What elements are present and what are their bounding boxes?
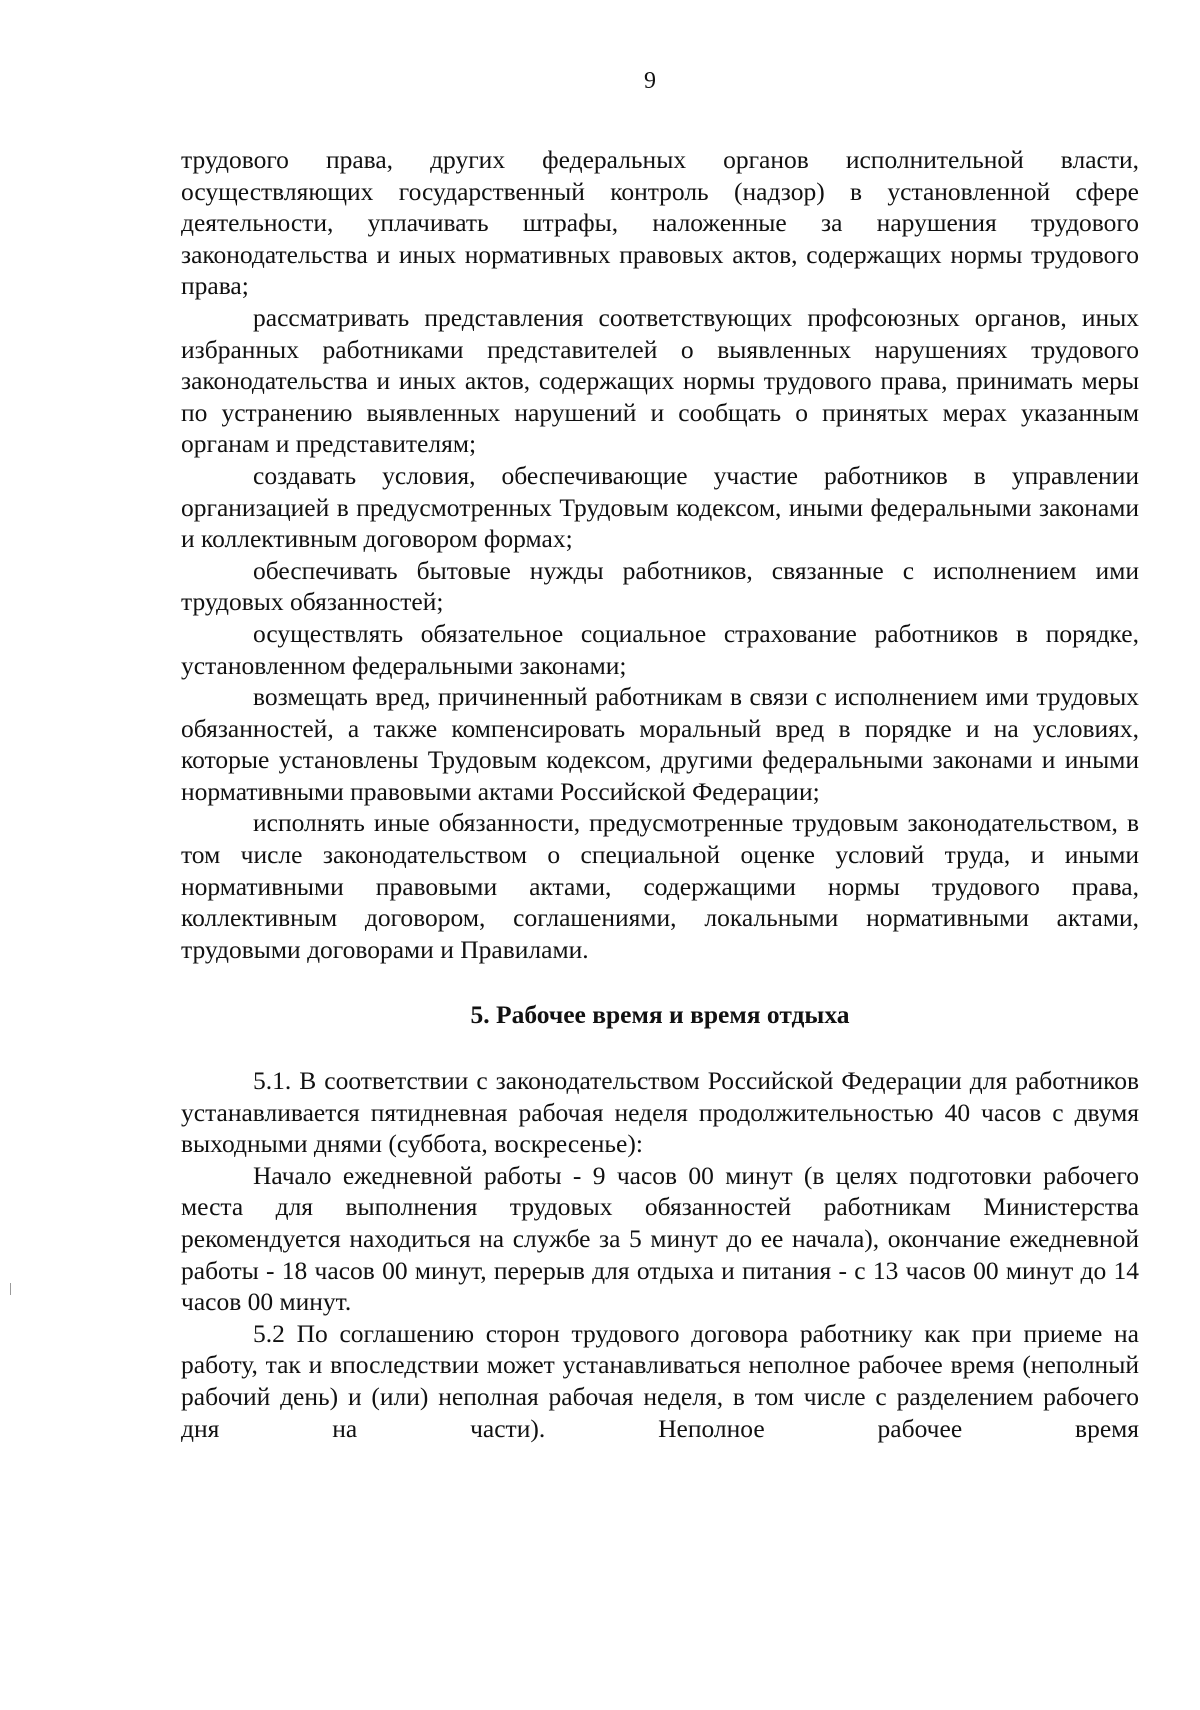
page-number: 9 (644, 68, 656, 94)
paragraph-2: рассматривать представления соответствующих профсоюзных органов, иных избранных работниками представителей о выявленных нарушениях трудового законодательства и иных актов, содержащих нормы трудового права, принимать меры по устранению выявленных нарушений и сообщать о принятых мерах указанным органам и представителям; (181, 302, 1139, 459)
section-paragraph-3: 5.2 По соглашению сторон трудового договора работнику как при приеме на работу, так и впоследствии может устанавливаться неполное рабочее время (неполный рабочий день) и (или) неполная рабочая неделя, в том числе с разделением рабочего дня на части). Неполное рабочее время (181, 1318, 1139, 1443)
paragraph-4: обеспечивать бытовые нужды работников, связанные с исполнением ими трудовых обязанностей; (181, 555, 1139, 617)
document-body (181, 144, 1139, 1444)
paragraph-3: создавать условия, обеспечивающие участие работников в управлении организацией в предусмотренных Трудовым кодексом, иными федеральными законами и коллективным договором формах; (181, 460, 1139, 554)
scan-margin-mark (10, 1283, 11, 1295)
section-heading: 5. Рабочее время и время отдыха (470, 1000, 850, 1030)
paragraph-1: трудового права, других федеральных органов исполнительной власти, осуществляющих государственный контроль (надзор) в установленной сфере деятельности, уплачивать штрафы, наложенные за нарушения трудового законодательства и иных нормативных правовых актов, содержащих нормы трудового права; (181, 145, 1139, 301)
section-paragraph-1: 5.1. В соответствии с законодательством Российской Федерации для работников устанавливается пятидневная рабочая неделя продолжительностью 40 часов с двумя выходными днями (суббота, воскресенье): (181, 1066, 1139, 1159)
paragraph-7: исполнять иные обязанности, предусмотренные трудовым законодательством, в том числе законодательством о специальной оценке условий труда, и иными нормативными правовыми актами, содержащими нормы трудового права, коллективным договором, соглашениями, локальными нормативными актами, трудовыми договорами и Правилами. (181, 808, 1139, 964)
paragraph-5: осуществлять обязательное социальное страхование работников в порядке, установленном федеральными законами; (181, 618, 1139, 680)
paragraph-6: возмещать вред, причиненный работникам в связи с исполнением ими трудовых обязанностей, а также компенсировать моральный вред в порядке и на условиях, которые установлены Трудовым кодексом, другими федеральными законами и иными нормативными правовыми актами Российской Федерации; (181, 682, 1139, 806)
section-paragraph-2: Начало ежедневной работы - 9 часов 00 минут (в целях подготовки рабочего места для выполнения трудовых обязанностей работникам Министерства рекомендуется находиться на службе за 5 минут до ее начала), окончание ежедневной работы - 18 часов 00 минут, перерыв для отдыха и питания - с 13 часов 00 минут до 14 часов 00 минут. (181, 1160, 1139, 1317)
